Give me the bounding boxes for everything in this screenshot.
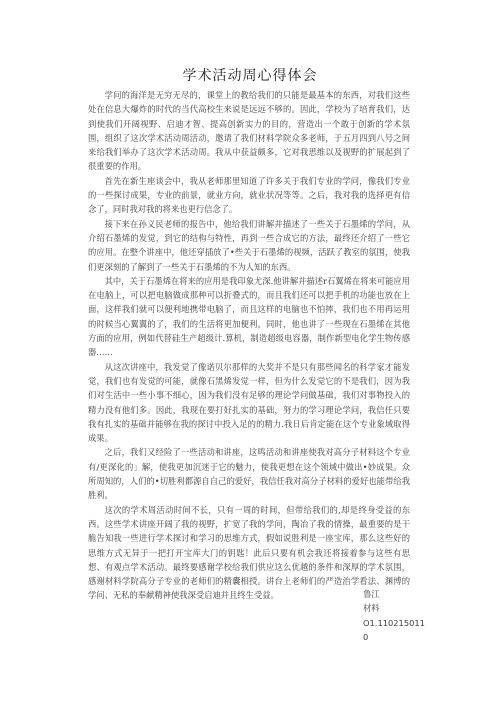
author-major: 材料 bbox=[363, 603, 380, 614]
paragraph-conclusion: 这次的学术周活动时间不长，只有一周的时间，但带给我们的,却是终身受益的东西。这些学术讲座开阔了我的视野，扩宽了我的学问，陶冶了我的情操，最重要的是干脆告知我一些进行学术探讨和学习的思维方式，假如说胜利是一座宝库，那么这些好的思维方式无异于一把打开宝库大门的钥匙！此后只要有机会我还将接着参与这些有思想、有观点学术活动。最终要感谢学校给我们供应这么优越的条件和深厚的学术氛围，感谢材料学院高分子专业的老师们的精囊相授。讲台上老师们的严造治学看法、渊博的学问、无私的奉献精神使我深受启迪并且终生受益。 bbox=[88, 504, 410, 601]
paragraph-freshman-forum: 首先在新生座谈会中，我从老师那里知道了许多关于我们专业的学问，像我们专业的一些探讨成果，专业的前景，就业方向，就业状况等等。之后，我对我的选择更有信念了，同时我对我的将来也更行信念了。 bbox=[88, 175, 410, 215]
signature-block bbox=[363, 587, 433, 644]
student-id: O1.110215011 bbox=[363, 617, 425, 628]
author-name: 鲁江 bbox=[363, 589, 380, 599]
paragraph-polymer-interest: 之后，我们又经险了一些活动和讲座，这鸣活动和讲座使我对高分子材料这个专业有/更深化的」解，使我更加沉迷于它的魅力，使我更想在这个领域中做出•妙成果。众所周知的，人们的•切胜利都源自自己的爱好，我信任我对高分子材料的爱好也能带给我胜利。 bbox=[88, 447, 410, 501]
document-body bbox=[88, 88, 410, 603]
paragraph-discovery-reflection: 从这次讲座中，我发觉了像诺贝尔那样的大奖并不是只有那些闻名的科学家才能发觉，我们也有发觉的可能，就像石黑烯发觉一样，但为什么发觉它的不是我们，因为我们对生活中一些小事不细心，因为我们没有足够的理论学问做基础，我们对事物投入的精力没有他们多。因此，我现在要打好扎实的基础，努力的学习理论学问，我信任只要我有扎实的基础并能够在我的探讨中投入足的的精力.我日后肯定能在这个专业象域取得成果。 bbox=[88, 361, 410, 444]
paragraph-graphene-lecture: 接下来在孙义民老师的报告中，他给我们讲解并描述了一些关于石墨烯的学问，从介绍石墨烯的发觉，到它的结构与特性，再到一些合成它的方法，最终还介绍了一些它的应用。在整个讲座中，他还穿插放了•些关于石墨烯的视频，活跃了教室的氛围，使我们更深刻的了解到了一些关于石墨烯的不为人知的东西。 bbox=[88, 218, 410, 272]
document-title: 学术活动周心得体会 bbox=[182, 68, 318, 84]
paragraph-graphene-applications: 其中，关于石墨烯在将来的应用是我印象尤深.他讲解并描述r石翼烯在将来可能应用在电脑上，可以把电脑做成那种可以折叠式的，而且我们还可以把手机的功能也放在上面，这样我们就可以便利地携带电脑了，而且这样的电脑也不怕摔，我们也不用再运用的时候当心翼翼的了，我们的生活将更加便利。同时，他也讲了一些现在石墨烯在其他方面的应用，例如代替硅生产超级计.算机，制造超级电容器，制作新型电化学生物传感器…… bbox=[88, 275, 410, 358]
paragraph-intro: 学问的海洋是无穷无尽的，课堂上的教给我们的只能是最基本的东西，对我们这些处在信息大爆炸的时代的当代高校生来说是远远不够的。因此，学校为了培育我们，达到使我们开阔视野、启迪才智、提高创新实力的目的，营造出一个敢于创新的学术氛围，组织了这次学术活动周活动，邀请了我们材料学院众多老师，于五月四到八号之间来给我们举办了这次学术活动周。我从中获益颇多，它对我思维以及视野的扩展起到了很重要的作用。 bbox=[88, 90, 410, 172]
student-id-tail: 0 bbox=[363, 631, 369, 642]
